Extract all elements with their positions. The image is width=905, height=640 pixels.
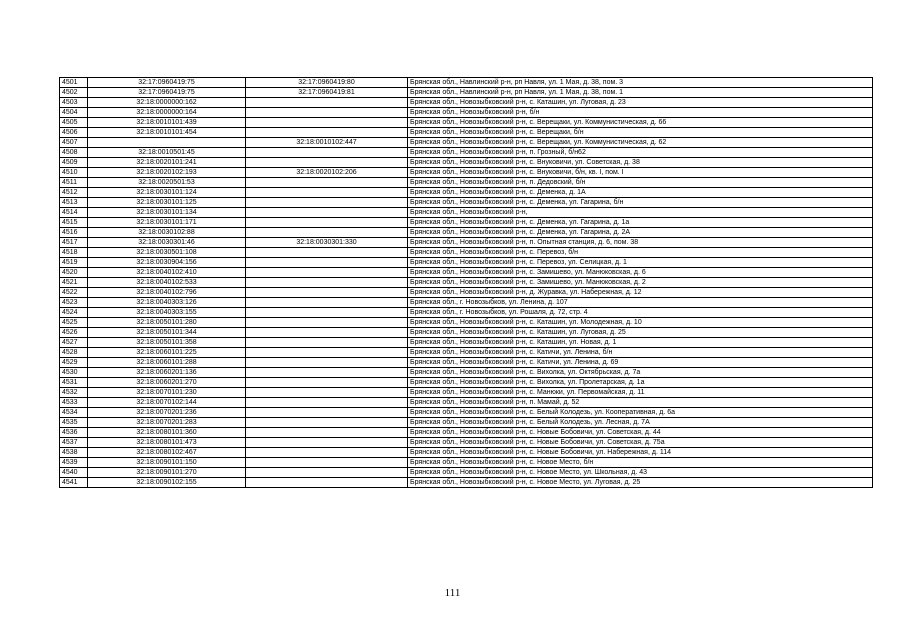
table-row [60, 468, 873, 478]
cadastral-number-cell: 32:18:0060201:136 [88, 368, 246, 378]
address-cell: Брянская обл., Новозыбковский р-н, п. Опытная станция, д. 6, пом. 38 [408, 238, 873, 248]
cadastral-number-cell: 32:18:0050101:344 [88, 328, 246, 338]
table-row [60, 378, 873, 388]
row-number-cell: 4528 [60, 348, 88, 358]
related-cadastral-number-cell: 32:18:0010102:447 [246, 138, 408, 148]
row-number-cell: 4515 [60, 218, 88, 228]
related-cadastral-number-cell [246, 378, 408, 388]
row-number-cell: 4522 [60, 288, 88, 298]
table-row [60, 338, 873, 348]
row-number-cell: 4521 [60, 278, 88, 288]
row-number-cell: 4535 [60, 418, 88, 428]
row-number-cell: 4504 [60, 108, 88, 118]
address-cell: Брянская обл., Новозыбковский р-н, с. Новое Место, ул. Школьная, д. 43 [408, 468, 873, 478]
table-row [60, 238, 873, 248]
address-cell: Брянская обл., Новозыбковский р-н, с. Внуковичи, ул. Советская, д. 38 [408, 158, 873, 168]
row-number-cell: 4538 [60, 448, 88, 458]
row-number-cell: 4525 [60, 318, 88, 328]
address-cell: Брянская обл., Новозыбковский р-н, с. Каташин, ул. Новая, д. 1 [408, 338, 873, 348]
address-cell: Брянская обл., Новозыбковский р-н, с. Белый Колодезь, ул. Лесная, д. 7А [408, 418, 873, 428]
row-number-cell: 4505 [60, 118, 88, 128]
related-cadastral-number-cell [246, 158, 408, 168]
address-cell: Брянская обл., Новозыбковский р-н, с. Вихолка, ул. Октябрьская, д. 7а [408, 368, 873, 378]
address-cell: Брянская обл., Новозыбковский р-н, б/н [408, 108, 873, 118]
cadastral-number-cell: 32:18:0030101:124 [88, 188, 246, 198]
table-row [60, 158, 873, 168]
table-row [60, 218, 873, 228]
table-row [60, 388, 873, 398]
cadastral-number-cell: 32:18:0030101:171 [88, 218, 246, 228]
cadastral-number-cell: 32:18:0010101:439 [88, 118, 246, 128]
address-cell: Брянская обл., Новозыбковский р-н, с. Новые Бобовичи, ул. Советская, д. 44 [408, 428, 873, 438]
table-row [60, 98, 873, 108]
table-row [60, 268, 873, 278]
related-cadastral-number-cell [246, 298, 408, 308]
address-cell: Брянская обл., Новозыбковский р-н, с. Каташин, ул. Молодежная, д. 10 [408, 318, 873, 328]
address-cell: Брянская обл., Новозыбковский р-н, с. Деменка, ул. Гагарина, д. 2А [408, 228, 873, 238]
cadastral-number-cell: 32:18:0020501:53 [88, 178, 246, 188]
address-cell: Брянская обл., Новозыбковский р-н, с. Внуковичи, б/н, кв. I, пом. I [408, 168, 873, 178]
address-cell: Брянская обл., Новозыбковский р-н, с. Новое Место, ул. Луговая, д. 25 [408, 478, 873, 488]
row-number-cell: 4533 [60, 398, 88, 408]
row-number-cell: 4520 [60, 268, 88, 278]
related-cadastral-number-cell [246, 428, 408, 438]
related-cadastral-number-cell [246, 398, 408, 408]
row-number-cell: 4523 [60, 298, 88, 308]
row-number-cell: 4511 [60, 178, 88, 188]
address-cell: Брянская обл., Новозыбковский р-н, с. Деменка, д. 1А [408, 188, 873, 198]
row-number-cell: 4541 [60, 478, 88, 488]
related-cadastral-number-cell [246, 268, 408, 278]
table-row [60, 128, 873, 138]
row-number-cell: 4539 [60, 458, 88, 468]
row-number-cell: 4526 [60, 328, 88, 338]
related-cadastral-number-cell [246, 258, 408, 268]
row-number-cell: 4501 [60, 78, 88, 88]
property-table [59, 77, 873, 488]
cadastral-number-cell: 32:18:0050101:280 [88, 318, 246, 328]
related-cadastral-number-cell: 32:17:0960419:80 [246, 78, 408, 88]
row-number-cell: 4516 [60, 228, 88, 238]
related-cadastral-number-cell [246, 358, 408, 368]
related-cadastral-number-cell [246, 208, 408, 218]
cadastral-number-cell: 32:18:0010501:45 [88, 148, 246, 158]
table-row [60, 278, 873, 288]
row-number-cell: 4506 [60, 128, 88, 138]
row-number-cell: 4530 [60, 368, 88, 378]
address-cell: Брянская обл., Новозыбковский р-н, с. Новые Бобовичи, ул. Набережная, д. 114 [408, 448, 873, 458]
address-cell: Брянская обл., Новозыбковский р-н, с. Деменка, ул. Гагарина, д. 1а [408, 218, 873, 228]
cadastral-number-cell: 32:18:0040303:126 [88, 298, 246, 308]
row-number-cell: 4513 [60, 198, 88, 208]
address-cell: Брянская обл., Новозыбковский р-н, с. Катичи, ул. Ленина, д. 69 [408, 358, 873, 368]
related-cadastral-number-cell [246, 448, 408, 458]
cadastral-number-cell: 32:18:0020101:241 [88, 158, 246, 168]
related-cadastral-number-cell [246, 388, 408, 398]
address-cell: Брянская обл., Навлинский р-н, рп Навля, ул. 1 Мая, д. 38, пом. 3 [408, 78, 873, 88]
table-row [60, 118, 873, 128]
address-cell: Брянская обл., Новозыбковский р-н, п. Дедовский, б/н [408, 178, 873, 188]
cadastral-number-cell: 32:18:0030101:125 [88, 198, 246, 208]
address-cell: Брянская обл., Новозыбковский р-н, [408, 208, 873, 218]
related-cadastral-number-cell [246, 338, 408, 348]
cadastral-number-cell: 32:18:0040102:533 [88, 278, 246, 288]
cadastral-number-cell: 32:18:0090102:155 [88, 478, 246, 488]
table-row [60, 398, 873, 408]
cadastral-number-cell: 32:18:0030101:134 [88, 208, 246, 218]
table-row [60, 368, 873, 378]
cadastral-number-cell: 32:18:0030501:108 [88, 248, 246, 258]
row-number-cell: 4512 [60, 188, 88, 198]
cadastral-number-cell: 32:17:0960419:75 [88, 78, 246, 88]
table-row [60, 478, 873, 488]
address-cell: Брянская обл., Навлинский р-н, рп Навля, ул. 1 Мая, д. 38, пом. 1 [408, 88, 873, 98]
address-cell: Брянская обл., Новозыбковский р-н, с. Каташин, ул. Луговая, д. 23 [408, 98, 873, 108]
related-cadastral-number-cell [246, 328, 408, 338]
cadastral-number-cell: 32:18:0070101:230 [88, 388, 246, 398]
related-cadastral-number-cell [246, 198, 408, 208]
row-number-cell: 4532 [60, 388, 88, 398]
cadastral-number-cell: 32:18:0040102:410 [88, 268, 246, 278]
related-cadastral-number-cell [246, 478, 408, 488]
cadastral-number-cell: 32:18:0060201:270 [88, 378, 246, 388]
cadastral-number-cell: 32:18:0030102:88 [88, 228, 246, 238]
related-cadastral-number-cell [246, 248, 408, 258]
cadastral-number-cell: 32:18:0080101:360 [88, 428, 246, 438]
cadastral-number-cell: 32:17:0960419:75 [88, 88, 246, 98]
row-number-cell: 4529 [60, 358, 88, 368]
related-cadastral-number-cell [246, 468, 408, 478]
related-cadastral-number-cell [246, 458, 408, 468]
cadastral-number-cell: 32:18:0090101:150 [88, 458, 246, 468]
row-number-cell: 4509 [60, 158, 88, 168]
table-row [60, 208, 873, 218]
row-number-cell: 4537 [60, 438, 88, 448]
address-cell: Брянская обл., Новозыбковский р-н, с. Замишево, ул. Манюковская, д. 6 [408, 268, 873, 278]
address-cell: Брянская обл., Новозыбковский р-н, д. Журавка, ул. Набережная, д. 12 [408, 288, 873, 298]
row-number-cell: 4527 [60, 338, 88, 348]
table-row [60, 138, 873, 148]
table-row [60, 258, 873, 268]
address-cell: Брянская обл., Новозыбковский р-н, с. Перевоз, ул. Селицкая, д. 1 [408, 258, 873, 268]
table-row [60, 418, 873, 428]
related-cadastral-number-cell: 32:18:0020102:206 [246, 168, 408, 178]
address-cell: Брянская обл., Новозыбковский р-н, с. Вихолка, ул. Пролетарская, д. 1а [408, 378, 873, 388]
related-cadastral-number-cell [246, 188, 408, 198]
table-row [60, 248, 873, 258]
cadastral-number-cell: 32:18:0060101:225 [88, 348, 246, 358]
address-cell: Брянская обл., Новозыбковский р-н, с. Верещаки, б/н [408, 128, 873, 138]
address-cell: Брянская обл., Новозыбковский р-н, с. Манюки, ул. Первомайская, д. 11 [408, 388, 873, 398]
related-cadastral-number-cell [246, 178, 408, 188]
cadastral-number-cell: 32:18:0090101:270 [88, 468, 246, 478]
cadastral-number-cell: 32:18:0050101:358 [88, 338, 246, 348]
row-number-cell: 4519 [60, 258, 88, 268]
cadastral-number-cell: 32:18:0080101:473 [88, 438, 246, 448]
row-number-cell: 4503 [60, 98, 88, 108]
related-cadastral-number-cell [246, 318, 408, 328]
page-number: 111 [444, 587, 461, 599]
related-cadastral-number-cell [246, 98, 408, 108]
table-row [60, 178, 873, 188]
related-cadastral-number-cell: 32:18:0030301:330 [246, 238, 408, 248]
related-cadastral-number-cell [246, 218, 408, 228]
related-cadastral-number-cell [246, 438, 408, 448]
address-cell: Брянская обл., г. Новозыбков, ул. Рошаля, д. 72, стр. 4 [408, 308, 873, 318]
table-row [60, 168, 873, 178]
related-cadastral-number-cell [246, 368, 408, 378]
table-row [60, 198, 873, 208]
row-number-cell: 4531 [60, 378, 88, 388]
related-cadastral-number-cell [246, 118, 408, 128]
related-cadastral-number-cell [246, 418, 408, 428]
address-cell: Брянская обл., Новозыбковский р-н, с. Белый Колодезь, ул. Кооперативная, д. 6а [408, 408, 873, 418]
row-number-cell: 4540 [60, 468, 88, 478]
row-number-cell: 4502 [60, 88, 88, 98]
related-cadastral-number-cell [246, 108, 408, 118]
address-cell: Брянская обл., Новозыбковский р-н, с. Верещаки, ул. Коммунистическая, д. 62 [408, 138, 873, 148]
row-number-cell: 4534 [60, 408, 88, 418]
cadastral-number-cell: 32:18:0020102:193 [88, 168, 246, 178]
table-row [60, 78, 873, 88]
row-number-cell: 4517 [60, 238, 88, 248]
cadastral-number-cell: 32:18:0080102:467 [88, 448, 246, 458]
cadastral-number-cell: 32:18:0000000:164 [88, 108, 246, 118]
table-row [60, 148, 873, 158]
address-cell: Брянская обл., Новозыбковский р-н, с. Новое Место, б/н [408, 458, 873, 468]
table-row [60, 408, 873, 418]
row-number-cell: 4536 [60, 428, 88, 438]
related-cadastral-number-cell [246, 308, 408, 318]
table-row [60, 438, 873, 448]
related-cadastral-number-cell [246, 348, 408, 358]
table-body [60, 78, 873, 488]
cadastral-number-cell: 32:18:0070102:144 [88, 398, 246, 408]
table-row [60, 88, 873, 98]
address-cell: Брянская обл., Новозыбковский р-н, п. Грозный, б/н62 [408, 148, 873, 158]
cadastral-number-cell: 32:18:0070201:236 [88, 408, 246, 418]
table-row [60, 108, 873, 118]
address-cell: Брянская обл., Новозыбковский р-н, п. Мамай, д. 52 [408, 398, 873, 408]
related-cadastral-number-cell [246, 128, 408, 138]
table-row [60, 308, 873, 318]
cadastral-number-cell: 32:18:0040102:796 [88, 288, 246, 298]
related-cadastral-number-cell [246, 278, 408, 288]
table-row [60, 348, 873, 358]
row-number-cell: 4514 [60, 208, 88, 218]
cadastral-number-cell: 32:18:0070201:283 [88, 418, 246, 428]
table-row [60, 288, 873, 298]
cadastral-number-cell: 32:18:0010101:454 [88, 128, 246, 138]
table-row [60, 428, 873, 438]
cadastral-number-cell [88, 138, 246, 148]
table-row [60, 328, 873, 338]
address-cell: Брянская обл., Новозыбковский р-н, с. Новые Бобовичи, ул. Советская, д. 75а [408, 438, 873, 448]
cadastral-number-cell: 32:18:0000000:162 [88, 98, 246, 108]
table-row [60, 358, 873, 368]
address-cell: Брянская обл., г. Новозыбков, ул. Ленина, д. 107 [408, 298, 873, 308]
row-number-cell: 4510 [60, 168, 88, 178]
address-cell: Брянская обл., Новозыбковский р-н, с. Перевоз, б/н [408, 248, 873, 258]
cadastral-number-cell: 32:18:0030301:46 [88, 238, 246, 248]
address-cell: Брянская обл., Новозыбковский р-н, с. Верещаки, ул. Коммунистическая, д. 66 [408, 118, 873, 128]
row-number-cell: 4518 [60, 248, 88, 258]
table-row [60, 298, 873, 308]
cadastral-number-cell: 32:18:0030904:156 [88, 258, 246, 268]
row-number-cell: 4508 [60, 148, 88, 158]
address-cell: Брянская обл., Новозыбковский р-н, с. Деменка, ул. Гагарина, б/н [408, 198, 873, 208]
address-cell: Брянская обл., Новозыбковский р-н, с. Катичи, ул. Ленина, б/н [408, 348, 873, 358]
related-cadastral-number-cell: 32:17:0960419:81 [246, 88, 408, 98]
table-row [60, 188, 873, 198]
table-row [60, 448, 873, 458]
related-cadastral-number-cell [246, 148, 408, 158]
table-row [60, 228, 873, 238]
cadastral-number-cell: 32:18:0060101:288 [88, 358, 246, 368]
related-cadastral-number-cell [246, 288, 408, 298]
row-number-cell: 4524 [60, 308, 88, 318]
related-cadastral-number-cell [246, 408, 408, 418]
cadastral-number-cell: 32:18:0040303:155 [88, 308, 246, 318]
table-row [60, 318, 873, 328]
address-cell: Брянская обл., Новозыбковский р-н, с. Каташин, ул. Луговая, д. 25 [408, 328, 873, 338]
row-number-cell: 4507 [60, 138, 88, 148]
related-cadastral-number-cell [246, 228, 408, 238]
address-cell: Брянская обл., Новозыбковский р-н, с. Замишево, ул. Манюковская, д. 2 [408, 278, 873, 288]
table-row [60, 458, 873, 468]
